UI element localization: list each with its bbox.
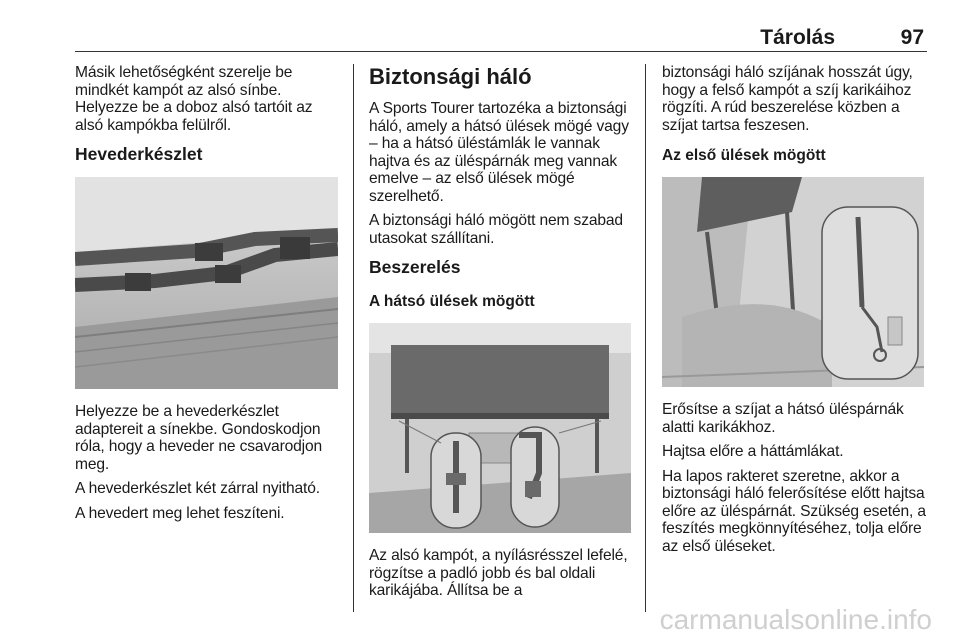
- intro-text: Másik lehetőségként szerelje be mindkét kampót az alsó sínbe. Helyezze be a doboz alsó tartóit az alsó kampókba felülről.: [75, 64, 313, 134]
- page-number: 97: [900, 26, 924, 49]
- column-3: [662, 64, 928, 562]
- strap-length-instructions: biztonsági háló szíjának hosszát úgy, hogy a felső kampót a szíj karikáihoz rögzíti. A rúd beszerelése közben a szíjat tartsa feszesen.: [662, 64, 913, 134]
- strap-kit-locks: A hevederkészlet két zárral nyitható.: [75, 480, 320, 497]
- strap-kit-tension: A hevedert meg lehet feszíteni.: [75, 504, 285, 522]
- header-rule: [75, 51, 927, 52]
- column-2: [369, 64, 633, 607]
- section-title: Tárolás: [760, 26, 835, 49]
- strap-kit-photo: [75, 177, 338, 389]
- installation-heading: Beszerelés: [369, 257, 461, 277]
- strap-kit-heading: Hevederkészlet: [75, 144, 203, 164]
- behind-front-seats-heading: Az első ülések mögött: [662, 147, 826, 164]
- front-seats-net-photo: [662, 177, 924, 387]
- watermark: carmanualsonline.info: [659, 604, 932, 635]
- page-header: [75, 26, 930, 52]
- safety-net-heading: Biztonsági háló: [369, 64, 532, 89]
- rear-seats-instructions: Az alsó kampót, a nyílásrésszel lefelé, rögzítse a padló jobb és bal oldali karikájába. Állítsa be a: [369, 547, 628, 599]
- attach-strap-instructions: Erősítse a szíjat a hátsó üléspárnák alatti karikákhoz.: [662, 401, 904, 436]
- flat-cargo-instructions: Ha lapos rakteret szeretne, akkor a biztonsági háló felerősítése előtt hajtsa előre az üléspárnát. Szükség esetén, a feszítés megkönnyítéséhez, tolja előre az első üléseket.: [662, 467, 926, 555]
- safety-net-description: A Sports Tourer tartozéka a biztonsági háló, amely a hátsó ülések mögé vagy – ha a hátsó üléstámlák le vannak hajtva és az üléspárnák meg vannak emelve – az első ülések mögé szerelhető.: [369, 100, 629, 205]
- rear-seats-net-photo: [369, 323, 631, 533]
- column-divider-1: [353, 64, 354, 612]
- behind-rear-seats-heading: A hátsó ülések mögött: [369, 293, 535, 310]
- column-1: [75, 64, 339, 529]
- column-divider-2: [645, 64, 646, 612]
- safety-net-warning: A biztonsági háló mögött nem szabad utasokat szállítani.: [369, 212, 623, 247]
- strap-kit-instructions: Helyezze be a hevederkészlet adaptereit a sínekbe. Gondoskodjon róla, hogy a heveder ne csavarodjon meg.: [75, 403, 323, 473]
- fold-backrests-instructions: Hajtsa előre a háttámlákat.: [662, 443, 844, 460]
